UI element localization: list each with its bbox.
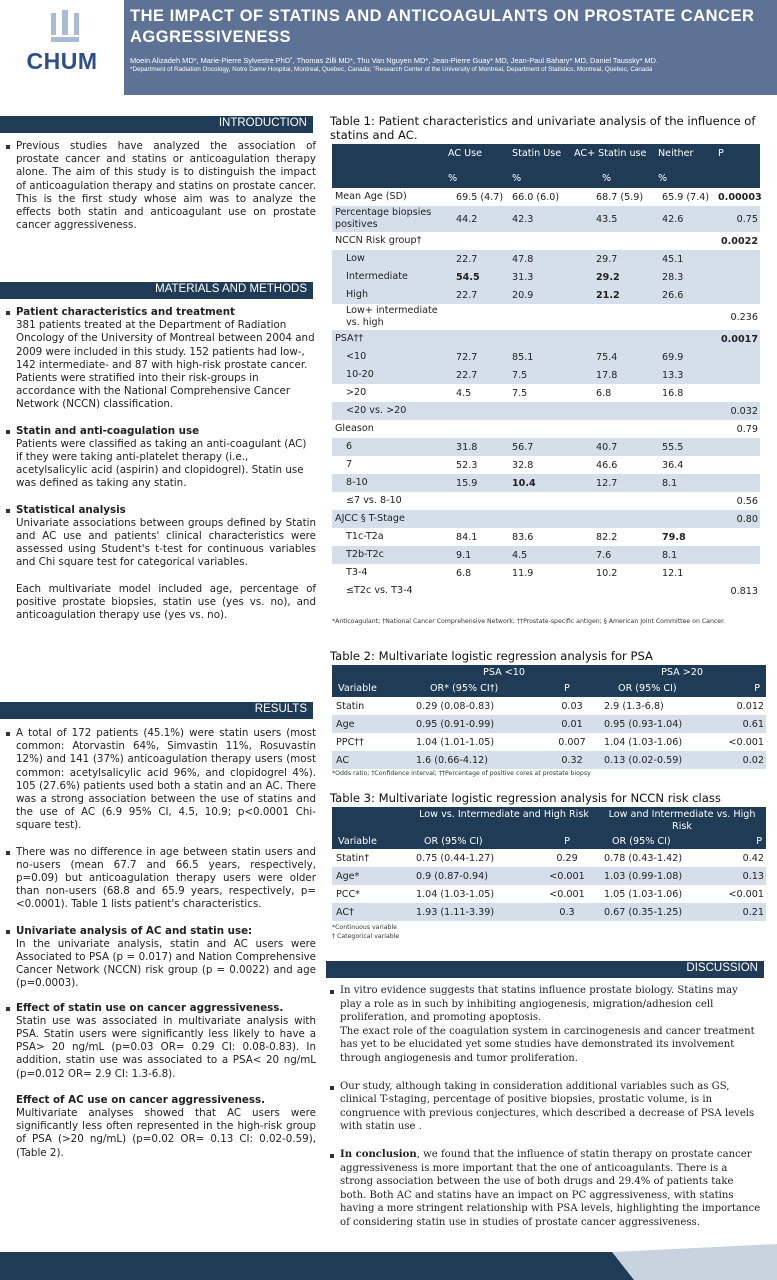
table1-cell-value: 36.4 bbox=[662, 459, 684, 471]
table3-header-row bbox=[332, 833, 766, 849]
table2-group1: PSA <10 bbox=[410, 665, 598, 679]
table1-cell-value bbox=[656, 582, 716, 600]
table1-cell-p: 0.236 bbox=[730, 311, 758, 323]
table1-cell-value bbox=[446, 232, 510, 250]
table1-cell-value bbox=[446, 582, 510, 600]
table1-body bbox=[332, 188, 760, 600]
table1-row bbox=[332, 420, 760, 438]
table2-cell-or: 0.95 (0.91-0.99) bbox=[410, 715, 546, 733]
table3-cell-or: 1.03 (0.99-1.08) bbox=[598, 867, 722, 885]
table1-header-row bbox=[332, 144, 760, 188]
results-item-5 bbox=[6, 1094, 316, 1160]
table1-cell-value bbox=[572, 582, 656, 600]
discussion-conclusion-label: In conclusion bbox=[340, 1148, 417, 1160]
table1-caption: Table 1: Patient characteristics and univariate analysis of the influence of statins and AC. bbox=[330, 114, 756, 142]
table1-cell-value: 29.2 bbox=[572, 268, 656, 286]
table1-row-label: >20 bbox=[346, 387, 367, 398]
table1-cell-value: 4.5 bbox=[456, 387, 472, 399]
table1-row-label: Low+ intermediate vs. high bbox=[346, 305, 438, 328]
results-bullet-1 bbox=[6, 727, 316, 833]
methods-p2-title: Statin and anti-coagulation use bbox=[16, 424, 200, 437]
methods-text-block bbox=[6, 306, 316, 622]
table2-cell-or: 0.29 (0.08-0.83) bbox=[416, 700, 495, 712]
affiliations-line: *Department of Radiation Oncology, Notre Dame Hospital, Montreal, Quebec, Canada; ˚Research Center of the University of Montreal, Department of Statistics, Montreal, Quebec, Canada bbox=[130, 66, 653, 73]
table2-row bbox=[332, 697, 766, 715]
table1-cell-value bbox=[510, 330, 572, 348]
methods-p4-text: Each multivariate model included age, percentage of positive prostate biopsies, statin use (yes vs. no), and anticoagulation therapy use (yes vs. no). bbox=[16, 582, 316, 622]
table3 bbox=[332, 807, 766, 921]
table2-cell-variable: Statin bbox=[336, 700, 365, 712]
table2-cell-p: <0.001 bbox=[728, 736, 765, 748]
results-b4-title: Effect of statin use on cancer aggressiveness. bbox=[16, 1001, 284, 1014]
table2-row bbox=[332, 715, 766, 733]
table1-cell-value: 4.5 bbox=[510, 546, 572, 564]
methods-p1-title: Patient characteristics and treatment bbox=[16, 306, 235, 318]
table1-row bbox=[332, 304, 760, 330]
table3-cell-or: 1.04 (1.03-1.05) bbox=[416, 888, 495, 900]
table1-cell-value: 40.7 bbox=[572, 438, 656, 456]
table1-cell-value: 55.5 bbox=[656, 438, 716, 456]
results-bullet-4 bbox=[6, 1002, 316, 1081]
table1-cell-value: 22.7 bbox=[446, 286, 510, 304]
table3-cell-p: 0.3 bbox=[536, 903, 598, 921]
table1-cell-value: 56.7 bbox=[510, 438, 572, 456]
table1-cell-value: 12.1 bbox=[662, 567, 684, 579]
table3-footnote-2: † Categorical variable bbox=[332, 933, 400, 940]
table1-cell-value bbox=[572, 304, 656, 330]
table2-cell-or: 1.04 (1.03-1.06) bbox=[604, 736, 683, 748]
methods-p2-text: Patients were classified as taking an anti-coagulant (AC) if they were taking anti-platelet therapy (i.e., acetylsalicylic acid (aspirin) and clopidogrel). Statin use was defined as taking any statin. bbox=[16, 437, 307, 490]
table1-cell-value: 17.8 bbox=[572, 366, 656, 384]
table3-caption: Table 3: Multivariate logistic regression analysis for NCCN risk class bbox=[330, 791, 721, 805]
table1-cell-p bbox=[716, 474, 760, 492]
table1-row-label: T2b-T2c bbox=[332, 546, 446, 564]
results-b5-title: Effect of AC use on cancer aggressiveness. bbox=[16, 1093, 266, 1106]
table1-cell-p: 0.00003 bbox=[718, 191, 762, 203]
results-bullet-3 bbox=[6, 925, 316, 991]
table2-cell-variable: AC bbox=[332, 751, 410, 769]
table1-row-label: Intermediate bbox=[332, 268, 446, 286]
table3-header-p2: P bbox=[722, 833, 766, 849]
table1-cell-value: 47.8 bbox=[510, 250, 572, 268]
results-b5-text: Multivariate analyses showed that AC users were significantly less often represented in the high-risk group of PSA (>20 ng/mL) (p=0.02 OR= 0.13 CI: 0.02-0.59), (Table 2). bbox=[16, 1107, 316, 1159]
table1-cell-value bbox=[446, 420, 510, 438]
table1-cell-value: 66.0 (6.0) bbox=[512, 191, 560, 203]
table2-cell-p: 0.03 bbox=[561, 700, 583, 712]
table1-cell-value bbox=[446, 510, 510, 528]
table3-header-p1: P bbox=[536, 833, 598, 849]
table1-cell-p bbox=[716, 286, 760, 304]
table1-row bbox=[332, 366, 760, 384]
results-b1-text: A total of 172 patients (45.1%) were statin users (most common: Atorvastin 64%, Simvastin 11%, Rosuvastin 12%) and 141 (37%) anticoagulation therapy users (most common: acetylsalicylic acid 96%, and clopidogrel 4%). 105 (27.6%) patients used both a statin and an AC. There was a strong association between the use of statins and the use of AC (6.9 95% CI, 4.5, 10.9; p<0.0001 Chi-square test). bbox=[16, 727, 316, 832]
table1-header-ac: AC Use % bbox=[446, 144, 510, 188]
discussion-p1b: The exact role of the coagulation system in carcinogenesis and cancer treatment has yet to be elucidated yet some studies have demonstrated its involvement through angiogenesis and tumor proliferation. bbox=[340, 1025, 755, 1064]
table3-body bbox=[332, 849, 766, 921]
table3-cell-variable: Age* bbox=[332, 867, 410, 885]
results-heading: RESULTS bbox=[254, 703, 307, 715]
discussion-text-block bbox=[330, 984, 762, 1230]
table1-cell-value: 85.1 bbox=[510, 348, 572, 366]
table3-cell-or: 0.67 (0.35-1.25) bbox=[598, 903, 722, 921]
methods-heading-bar bbox=[0, 282, 313, 299]
table2-cell-p: 0.32 bbox=[546, 751, 598, 769]
discussion-bullet-2 bbox=[330, 1080, 762, 1134]
table1-cell-value: 26.6 bbox=[656, 286, 716, 304]
table1-cell-value: 69.9 bbox=[656, 348, 716, 366]
table2-cell-or: 1.6 (0.66-4.12) bbox=[410, 751, 546, 769]
table1-cell-value: 8.1 bbox=[656, 474, 716, 492]
table1-row bbox=[332, 474, 760, 492]
table1-cell-value: 72.7 bbox=[446, 348, 510, 366]
table1-cell-value bbox=[510, 402, 572, 420]
table2 bbox=[332, 665, 766, 769]
table2-cell-p: 0.007 bbox=[558, 736, 586, 748]
table1-row bbox=[332, 402, 760, 420]
table2-cell-or: 2.9 (1.3-6.8) bbox=[604, 700, 664, 712]
methods-p3-text: Univariate associations between groups defined by Statin and AC use and patients' clinical characteristics were assessed using Student's t-test for continuous variables and Chi square test for categorical variables. bbox=[16, 516, 316, 569]
table1-cell-value: 42.3 bbox=[510, 206, 572, 232]
table1-cell-value: 43.5 bbox=[572, 206, 656, 232]
table1-row-label: T1c-T2a bbox=[346, 531, 384, 542]
table1-row bbox=[332, 510, 760, 528]
table1-cell-p bbox=[716, 268, 760, 286]
table3-header-or1: OR (95% CI) bbox=[410, 833, 536, 849]
table2-body bbox=[332, 697, 766, 769]
methods-p3-title: Statistical analysis bbox=[16, 503, 126, 516]
table1-header-both: AC+ Statin use % bbox=[572, 144, 656, 188]
table3-cell-or: 0.75 (0.44-1.27) bbox=[416, 852, 495, 864]
table1-cell-value bbox=[656, 232, 716, 250]
table3-cell-or: 1.05 (1.03-1.06) bbox=[604, 888, 683, 900]
table1-cell-value: 82.2 bbox=[596, 531, 618, 543]
table1-row bbox=[332, 188, 760, 206]
table3-cell-or: 1.93 (1.11-3.39) bbox=[410, 903, 536, 921]
table1-row bbox=[332, 528, 760, 546]
table1-row-label: Percentage biopsies positives bbox=[332, 206, 446, 232]
table2-row bbox=[332, 733, 766, 751]
table1-cell-value bbox=[572, 402, 656, 420]
table1-cell-value: 29.7 bbox=[572, 250, 656, 268]
table2-group-row bbox=[332, 665, 766, 679]
table1-cell-value bbox=[572, 232, 656, 250]
table1-cell-p: 0.75 bbox=[716, 206, 760, 232]
introduction-bullet bbox=[6, 140, 316, 232]
table1-cell-value: 69.5 (4.7) bbox=[456, 191, 504, 203]
table1-cell-value bbox=[446, 402, 510, 420]
table2-header-or1: OR* (95% CI†) bbox=[410, 679, 546, 697]
results-b2-text: There was no difference in age between statin users and no-users (mean 67.7 and 66.5 years, respectively, p=0.09) but anticoagulation therapy users were older than non-users (68.8 and 65.9 years, respectively, p=<0.0001). Table 1 lists patient's characteristics. bbox=[16, 845, 316, 911]
table1-cell-p: 0.79 bbox=[736, 423, 758, 435]
table3-cell-p: 0.29 bbox=[556, 852, 578, 864]
table1-row-label: <10 bbox=[332, 348, 446, 366]
table1-row bbox=[332, 330, 760, 348]
table3-header-variable: Variable bbox=[332, 833, 410, 849]
table1-cell-value bbox=[510, 232, 572, 250]
table1-row bbox=[332, 438, 760, 456]
table1-cell-p bbox=[716, 366, 760, 384]
table1-row bbox=[332, 232, 760, 250]
table1-cell-value bbox=[510, 510, 572, 528]
table1-row bbox=[332, 582, 760, 600]
table1-cell-value: 79.8 bbox=[662, 531, 686, 543]
table2-row bbox=[332, 751, 766, 769]
table1-cell-value: 7.5 bbox=[512, 387, 528, 399]
results-b4-text: Statin use was associated in multivariate analysis with PSA. Statin users were significantly less likely to have a PSA> 20 ng/mL (p=0.03 OR= 0.29 CI: 0.08-0.83). In addition, statin use was associated to a PSA< 20 ng/mL (p=0.012 OR= 2.9 CI: 1.3-6.8). bbox=[16, 1014, 316, 1080]
table1-footnote: *Anticoagulant; †National Cancer Comprehensive Network; ††Prostate-specific antigen; § American Joint Committee on Cancer. bbox=[332, 618, 726, 625]
table2-footnote: *Odds ratio; †Confidence interval; ††Percentage of positive cores at prostate biopsy bbox=[332, 770, 591, 777]
table1-cell-value: 65.9 (7.4) bbox=[662, 191, 710, 203]
table1-row-label: High bbox=[332, 286, 446, 304]
table3-cell-p: <0.001 bbox=[549, 888, 585, 900]
table1-row bbox=[332, 268, 760, 286]
methods-item-statin bbox=[6, 425, 316, 491]
discussion-heading-bar bbox=[326, 961, 764, 978]
table1-cell-value bbox=[446, 304, 510, 330]
table1-row-label: NCCN Risk group† bbox=[335, 235, 422, 246]
table1-cell-value bbox=[656, 402, 716, 420]
table1-cell-p: 0.032 bbox=[716, 402, 760, 420]
table1-cell-value: 9.1 bbox=[446, 546, 510, 564]
table1-cell-value: 75.4 bbox=[572, 348, 656, 366]
table1-cell-value bbox=[656, 492, 716, 510]
table1-cell-value: 45.1 bbox=[656, 250, 716, 268]
table1-cell-value: 54.5 bbox=[446, 268, 510, 286]
table3-cell-p: <0.001 bbox=[536, 867, 598, 885]
table1-cell-p: 0.80 bbox=[716, 510, 760, 528]
table1-cell-value bbox=[656, 304, 716, 330]
table1-row-label: Mean Age (SD) bbox=[335, 191, 407, 202]
table1-cell-value: 10.2 bbox=[596, 567, 618, 579]
table1-cell-p: 0.56 bbox=[736, 495, 758, 507]
table3-row bbox=[332, 903, 766, 921]
results-heading-bar bbox=[0, 702, 313, 719]
table1-cell-value bbox=[446, 330, 510, 348]
table2-cell-variable: Age bbox=[332, 715, 410, 733]
table1-row-label: 7 bbox=[346, 459, 353, 470]
table1-cell-value bbox=[572, 510, 656, 528]
table1-cell-value bbox=[572, 492, 656, 510]
table3-footnote-1: *Continuous variable bbox=[332, 924, 397, 931]
table1-cell-p bbox=[716, 384, 760, 402]
table3-group2: Low and Intermediate vs. High Risk bbox=[598, 807, 766, 833]
table3-row bbox=[332, 885, 766, 903]
table1-row-label: T3-4 bbox=[346, 567, 368, 578]
table1-cell-value bbox=[656, 330, 716, 348]
table2-cell-variable: PPC†† bbox=[336, 736, 364, 748]
table3-cell-variable: AC† bbox=[332, 903, 410, 921]
table3-cell-variable: Statin† bbox=[336, 852, 370, 864]
table1-cell-p: 0.0022 bbox=[720, 235, 758, 247]
table1-cell-value: 52.3 bbox=[456, 459, 478, 471]
poster-header bbox=[0, 0, 777, 95]
methods-p1-text: 381 patients treated at the Department of Radiation Oncology of the University of Montreal between 2004 and 2009 were included in this study. 152 patients had low-, 142 intermediate- and 87 with high-risk prostate cancer. Patients were stratified into their risk-groups in accordance with the National Comprehensive Cancer Network (NCCN) classification. bbox=[16, 319, 315, 411]
table1-cell-value: 12.7 bbox=[572, 474, 656, 492]
table1-header-blank bbox=[332, 144, 446, 188]
table1-cell-value bbox=[510, 420, 572, 438]
poster-title: THE IMPACT OF STATINS AND ANTICOAGULANTS ON PROSTATE CANCER AGGRESSIVENESS bbox=[130, 7, 755, 46]
table1-cell-value: 11.9 bbox=[512, 567, 534, 579]
table3-group1: Low vs. Intermediate and High Risk bbox=[410, 807, 598, 833]
table1-cell-value bbox=[510, 492, 572, 510]
discussion-heading: DISCUSSION bbox=[686, 962, 758, 974]
table1-row-label: ≤7 vs. 8-10 bbox=[346, 495, 402, 506]
table1-row-label: Gleason bbox=[335, 423, 374, 434]
table1-cell-value: 15.9 bbox=[446, 474, 510, 492]
table1-cell-value: 44.2 bbox=[446, 206, 510, 232]
table1-cell-p bbox=[716, 456, 760, 474]
table1-cell-value: 31.3 bbox=[510, 268, 572, 286]
table1-cell-value: 42.6 bbox=[656, 206, 716, 232]
discussion-p2: Our study, although taking in consideration additional variables such as GS, clinical T-staging, percentage of positive biopsies, prostatic volume, is in congruence with previous conjectures, which described a decrease of PSA levels with statin use . bbox=[340, 1080, 755, 1133]
table1-row bbox=[332, 456, 760, 474]
introduction-heading-bar bbox=[0, 116, 313, 133]
table2-cell-p: 0.01 bbox=[546, 715, 598, 733]
table1-row-label: 6 bbox=[332, 438, 446, 456]
table1-cell-value: 28.3 bbox=[656, 268, 716, 286]
table2-caption: Table 2: Multivariate logistic regression analysis for PSA bbox=[330, 649, 653, 663]
table1-cell-value: 10.4 bbox=[510, 474, 572, 492]
table1-cell-p bbox=[716, 528, 760, 546]
discussion-bullet-1 bbox=[330, 984, 762, 1066]
table1-cell-p bbox=[716, 438, 760, 456]
table1-cell-value: 22.7 bbox=[446, 366, 510, 384]
table2-cell-or: 1.04 (1.01-1.05) bbox=[416, 736, 495, 748]
table3-cell-or: 0.9 (0.87-0.94) bbox=[410, 867, 536, 885]
table3-cell-or: 0.78 (0.43-1.42) bbox=[604, 852, 683, 864]
discussion-bullet-3 bbox=[330, 1148, 762, 1230]
table1-cell-value: 6.8 bbox=[456, 567, 472, 579]
table1-row bbox=[332, 206, 760, 232]
table1-row bbox=[332, 564, 760, 582]
table1-cell-value bbox=[656, 510, 716, 528]
table2-cell-or: 0.95 (0.93-1.04) bbox=[598, 715, 716, 733]
table1-cell-p bbox=[716, 564, 760, 582]
table2-cell-p: 0.02 bbox=[716, 751, 766, 769]
methods-heading: MATERIALS AND METHODS bbox=[155, 283, 307, 295]
table1-cell-value: 46.6 bbox=[596, 459, 618, 471]
table1-row-label: Low bbox=[332, 250, 446, 268]
table1-cell-value: 68.7 (5.9) bbox=[596, 191, 644, 203]
table1-cell-value: 20.9 bbox=[510, 286, 572, 304]
table1-row-label: 8-10 bbox=[332, 474, 446, 492]
table1-header-p: P bbox=[716, 144, 760, 188]
table1-cell-p: 0.813 bbox=[730, 585, 758, 597]
table1-cell-value: 6.8 bbox=[596, 387, 612, 399]
introduction-heading: INTRODUCTION bbox=[218, 117, 307, 129]
table2-group2: PSA >20 bbox=[598, 665, 766, 679]
results-b3-title: Univariate analysis of AC and statin use: bbox=[16, 924, 253, 937]
table1-row bbox=[332, 250, 760, 268]
table1-row-label: AJCC § T-Stage bbox=[332, 510, 446, 528]
table2-header-variable: Variable bbox=[332, 679, 410, 697]
table1-cell-value: 31.8 bbox=[446, 438, 510, 456]
table2-header-p1: P bbox=[546, 679, 598, 697]
table3-cell-p: 0.42 bbox=[742, 852, 764, 864]
table1-cell-p bbox=[716, 348, 760, 366]
table1-row bbox=[332, 286, 760, 304]
table2-cell-or: 0.13 (0.02-0.59) bbox=[598, 751, 716, 769]
table1-cell-value: 7.5 bbox=[510, 366, 572, 384]
table1-row bbox=[332, 546, 760, 564]
table1-cell-value bbox=[510, 582, 572, 600]
table1-cell-value: 7.6 bbox=[572, 546, 656, 564]
methods-item-statistics bbox=[6, 504, 316, 623]
table1-cell-p bbox=[716, 250, 760, 268]
table1-cell-value bbox=[510, 304, 572, 330]
table1-row-label: ≤T2c vs. T3-4 bbox=[346, 585, 413, 596]
table1-row bbox=[332, 348, 760, 366]
table1-cell-value: 16.8 bbox=[662, 387, 684, 399]
results-bullet-2 bbox=[6, 846, 316, 912]
table1-cell-value: 32.8 bbox=[512, 459, 534, 471]
discussion-p3: , we found that the influence of statin therapy on prostate cancer aggressiveness is more important that the one of anticoagulants. There is a strong association between the use of both drugs and 29.4% of patients take both. Both AC and statins have an impact on PC aggressiveness, with statins having a more stringent relationship with PSA levels, highlighting the importance of considering statin use in studies of prostate cancer aggressiveness. bbox=[340, 1148, 761, 1228]
table1-cell-value bbox=[656, 420, 716, 438]
table1-cell-value: 21.2 bbox=[572, 286, 656, 304]
table1-row bbox=[332, 384, 760, 402]
table3-cell-p: 0.21 bbox=[722, 903, 766, 921]
authors-line: Moein Alizadeh MD*, Marie-Pierre Sylvestre PhD˚, Thomas Zilli MD*, Thu Van Nguyen MD*, Jean-Pierre Guay* MD, Jean-Paul Bahary* MD, Daniel Taussky* MD. bbox=[130, 56, 659, 65]
table1-row bbox=[332, 492, 760, 510]
table1-cell-value bbox=[446, 492, 510, 510]
introduction-text: Previous studies have analyzed the association of prostate cancer and statins or anticoagulation therapy alone. The aim of this study is to distinguish the impact of anticoagulation therapy and statins on prostate cancer. This is the first study whose aim was to analyze the effects both statin and anticoagulant use on prostate cancer aggressiveness. bbox=[16, 140, 316, 232]
table1-cell-value: 22.7 bbox=[446, 250, 510, 268]
table1-cell-value: 84.1 bbox=[456, 531, 478, 543]
table1-cell-value: 83.6 bbox=[512, 531, 534, 543]
introduction-text-block bbox=[6, 140, 316, 232]
table3-row bbox=[332, 867, 766, 885]
table1-cell-value bbox=[572, 330, 656, 348]
table2-cell-p: 0.61 bbox=[716, 715, 766, 733]
table1-header-neither: Neither % bbox=[656, 144, 716, 188]
table1-cell-value: 13.3 bbox=[656, 366, 716, 384]
results-b3-text: In the univariate analysis, statin and AC users were Associated to PSA (p = 0.017) and Nation Comprehensive Cancer Network (NCCN) risk group (p = 0.0022) and age (p=0.0003). bbox=[16, 937, 316, 990]
table3-cell-p: 0.13 bbox=[722, 867, 766, 885]
table1-cell-p: 0.0017 bbox=[716, 330, 760, 348]
table3-group-row bbox=[332, 807, 766, 833]
table3-cell-p: <0.001 bbox=[728, 888, 764, 900]
results-text-block bbox=[6, 727, 316, 1160]
table2-header-row bbox=[332, 679, 766, 697]
table1-cell-value: 8.1 bbox=[656, 546, 716, 564]
table2-header-p2: P bbox=[716, 679, 766, 697]
table3-row bbox=[332, 849, 766, 867]
logo-mark-icon bbox=[49, 10, 81, 46]
table3-header-or2: OR (95% CI) bbox=[598, 833, 722, 849]
discussion-p1a: In vitro evidence suggests that statins influence prostate biology. Statins may play a role as in such by inhibiting angiogenesis, migration/adhesion cell proliferation, and promoting apoptosis. bbox=[340, 985, 738, 1024]
table1-row-label: <20 vs. >20 bbox=[332, 402, 446, 420]
logo-text: CHUM bbox=[26, 48, 98, 74]
table1-cell-value bbox=[572, 420, 656, 438]
table1-header-statin: Statin Use % bbox=[510, 144, 572, 188]
table3-cell-variable: PCC* bbox=[336, 888, 360, 900]
footer-accent-shape bbox=[612, 1244, 777, 1280]
table2-cell-p: 0.012 bbox=[736, 700, 765, 712]
chum-logo bbox=[0, 0, 124, 95]
table1-row-label: PSA†† bbox=[332, 330, 446, 348]
table1 bbox=[332, 144, 760, 600]
methods-item-patients bbox=[6, 306, 316, 412]
table2-header-or2: OR (95% CI) bbox=[598, 679, 716, 697]
table1-row-label: 10-20 bbox=[332, 366, 446, 384]
table1-cell-p bbox=[716, 546, 760, 564]
